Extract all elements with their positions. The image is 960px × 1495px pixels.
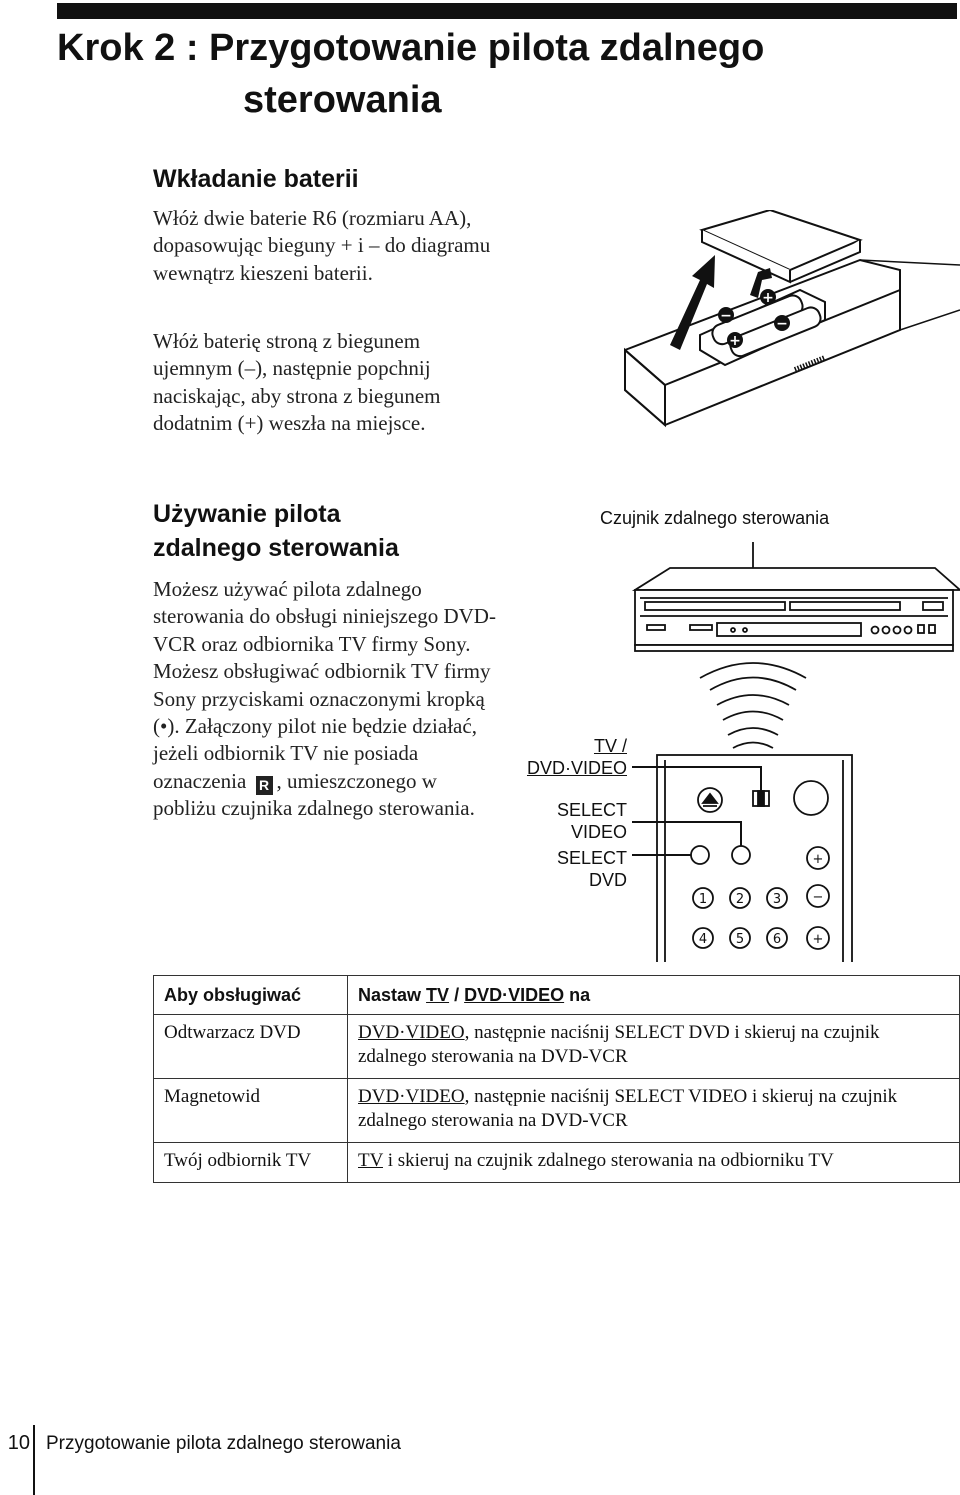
- table-header-col1: Aby obsługiwać: [154, 976, 348, 1015]
- table-header-col2: [348, 976, 960, 1015]
- page-number: 10: [7, 1432, 30, 1454]
- label-select-dvd: [500, 847, 627, 891]
- remote-heading: [153, 497, 493, 565]
- header-sep: /: [454, 985, 460, 1005]
- remote-heading-line1: Używanie pilota: [153, 500, 341, 528]
- table-cell-device: Twój odbiornik TV: [154, 1143, 348, 1183]
- table-cell-device: Odtwarzacz DVD: [154, 1015, 348, 1079]
- key-1: 1: [698, 892, 708, 907]
- table-cell-instruction: [348, 1079, 960, 1143]
- table-cell-setting: DVD·VIDEO: [358, 1086, 465, 1107]
- page-title-line1: Krok 2 : Przygotowanie pilota zdalnego: [57, 27, 765, 69]
- label-dvd-video: DVD·VIDEO: [526, 758, 627, 778]
- table-row: [154, 1015, 960, 1079]
- batteries-paragraph-2: Włóż baterię stroną z biegunem ujemnym (–), następnie popchnij naciskając, aby strona z biegunem dodatnim (+) weszła na miejsce.: [153, 329, 441, 435]
- key-2: 2: [735, 892, 745, 907]
- key-5: 5: [735, 932, 745, 947]
- remote-paragraph-text: Możesz używać pilota zdalnego sterowania do obsługi niniejszego DVD-VCR oraz odbiornika TV firmy Sony. Możesz obsługiwać odbiornik TV firmy Sony przyciskami oznaczonymi kropką (•). Załączony pilot nie będzie działać, jeżeli odbiornik TV nie posiada oznaczenia: [153, 577, 496, 793]
- svg-text:+: +: [812, 932, 824, 947]
- remote-sensor-mark-icon: R: [256, 776, 273, 795]
- label-tv: TV /: [593, 736, 627, 756]
- battery-insertion-illustration: [610, 210, 960, 450]
- svg-text:+: +: [729, 333, 741, 349]
- header-tv: TV: [426, 985, 450, 1005]
- header-prefix: Nastaw: [358, 985, 422, 1005]
- batteries-heading: Wkładanie baterii: [153, 165, 359, 193]
- svg-text:+: +: [812, 852, 824, 867]
- table-cell-instruction: [348, 1143, 960, 1183]
- label-select-dvd-1: SELECT: [556, 848, 627, 868]
- key-3: 3: [772, 892, 782, 907]
- top-rule: [57, 3, 957, 19]
- label-select-dvd-2: DVD: [588, 870, 627, 890]
- svg-text:−: −: [776, 316, 788, 332]
- table-header-row: [154, 976, 960, 1015]
- svg-text:−: −: [720, 308, 732, 324]
- table-cell-setting: TV: [358, 1150, 383, 1171]
- table-cell-device: Magnetowid: [154, 1079, 348, 1143]
- table-cell-text: , następnie naciśnij SELECT VIDEO i skieruj na czujnik zdalnego sterowania na DVD-VCR: [358, 1086, 898, 1131]
- batteries-paragraph-1: Włóż dwie baterie R6 (rozmiaru AA), dopasowując bieguny + i – do diagramu wewnątrz kieszeni baterii.: [153, 206, 491, 285]
- page-title: [57, 22, 947, 126]
- label-select-video: [500, 799, 627, 843]
- label-select-video-1: SELECT: [556, 800, 627, 820]
- table-cell-instruction: [348, 1015, 960, 1079]
- remote-paragraph-end: , umieszczonego w pobliżu czujnika zdalnego sterowania.: [153, 768, 475, 821]
- footer-divider: [33, 1425, 35, 1495]
- table-cell-text: , następnie naciśnij SELECT DVD i skieruj na czujnik zdalnego sterowania na DVD-VCR: [358, 1022, 880, 1067]
- remote-heading-line2: zdalnego sterowania: [153, 534, 399, 562]
- table-row: [154, 1143, 960, 1183]
- label-tv-dvd: [500, 735, 627, 779]
- svg-text:−: −: [812, 890, 824, 905]
- table-row: [154, 1079, 960, 1143]
- page-title-line2: sterowania: [243, 79, 442, 121]
- svg-text:+: +: [762, 290, 774, 306]
- key-6: 6: [772, 932, 782, 947]
- table-cell-setting: DVD·VIDEO: [358, 1022, 465, 1043]
- operation-table: [153, 975, 960, 1183]
- sensor-label: Czujnik zdalnego sterowania: [600, 508, 830, 528]
- table-cell-text: i skieruj na czujnik zdalnego sterowania na odbiorniku TV: [382, 1150, 834, 1171]
- key-4: 4: [698, 932, 708, 947]
- header-dvd-video: DVD·VIDEO: [464, 985, 565, 1005]
- header-suffix: na: [569, 985, 591, 1005]
- footer-section-title: Przygotowanie pilota zdalnego sterowania: [46, 1433, 401, 1454]
- remote-paragraph: [153, 576, 498, 823]
- label-select-video-2: VIDEO: [570, 822, 627, 842]
